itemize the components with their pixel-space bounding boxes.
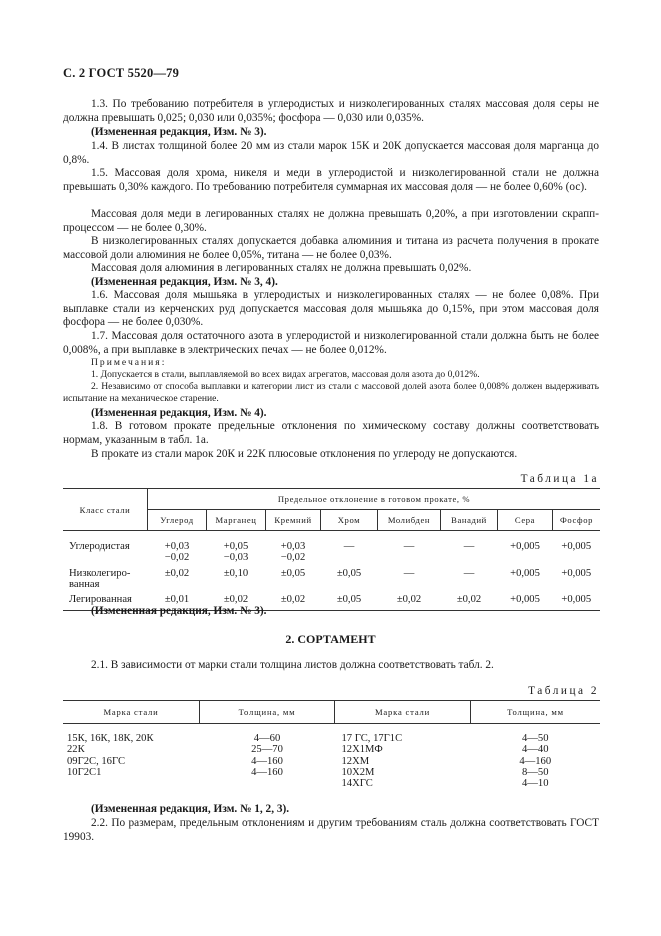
- deviation-cell: ±0,02: [378, 590, 441, 611]
- cell-line: 4—50: [522, 733, 549, 744]
- paragraph-1-5: 1.5. Массовая доля хрома, никеля и меди в углеродистой и низколегированной стали не должна превышать 0,30% каждого. По требованию потребителя суммарная их массовая доля — не более 0,60% (ос).: [63, 167, 599, 193]
- deviation-cell: ±0,05: [321, 590, 378, 611]
- deviation-cell: +0,005: [510, 567, 540, 579]
- cell-line: 12ХМ: [341, 755, 370, 767]
- cell-line: 09Г2С, 16ГС: [67, 755, 126, 767]
- cell-line: 4—10: [522, 778, 549, 790]
- table-cell: [200, 724, 335, 790]
- deviation-cell: —: [463, 567, 475, 579]
- note-2: 2. Независимо от способа выплавки и категории лист из стали с массовой долей азота более 0,008% должен выдерживать испытание на механическое старение.: [63, 381, 599, 404]
- deviation-cell: ±0,05: [280, 567, 306, 579]
- column-header: Фосфор: [553, 510, 601, 531]
- deviation-cell: ±0,02: [207, 590, 266, 611]
- paragraph-1-5-aluminium: В низколегированных сталях допускается добавка алюминия и титана из расчета получения в прокате массовой доли алюминия не более 0,05%, титана — не более 0,03%.: [63, 235, 599, 261]
- class-header: Класс стали: [63, 489, 148, 531]
- steel-class-cell: Углеродистая: [69, 541, 130, 552]
- deviation-cell: +0,005: [510, 541, 540, 552]
- column-header: Углерод: [148, 510, 207, 531]
- deviation-cell: —: [343, 541, 355, 552]
- table-1a: [63, 488, 600, 611]
- cell-line: 4—160: [519, 755, 552, 767]
- deviation-cell: ±0,05: [336, 567, 362, 579]
- steel-class-cell: Легированная: [63, 590, 148, 611]
- paragraph-1-4: 1.4. В листах толщиной более 20 мм из стали марок 15К и 20К допускается массовая доля марганца до 0,8%.: [63, 140, 599, 166]
- cell-line: 10Х2М: [341, 766, 375, 778]
- column-header: Ванадий: [441, 510, 498, 531]
- deviation-cell: ±0,10: [223, 567, 249, 579]
- page-header: С. 2 ГОСТ 5520—79: [63, 66, 180, 80]
- table-cell: [63, 724, 200, 790]
- cell-line: 4—160: [251, 766, 283, 778]
- cell-line: 4—160: [251, 755, 283, 767]
- note-1: 1. Допускается в стали, выплавляемой во всех видах агрегатов, массовая доля азота до 0,012%.: [91, 369, 480, 380]
- cell-line: 4—60: [253, 733, 281, 744]
- column-header: Толщина, мм: [471, 701, 601, 724]
- column-header: Марганец: [207, 510, 266, 531]
- cell-line: 14ХГС: [341, 778, 373, 790]
- column-header: Толщина, мм: [200, 701, 335, 724]
- table-row: [63, 564, 600, 591]
- column-header: Кремний: [266, 510, 321, 531]
- table-cell: [335, 724, 471, 790]
- deviation-cell: —: [403, 541, 415, 552]
- edition-note: (Измененная редакция, Изм. № 3).: [91, 126, 267, 138]
- table-2: [63, 700, 600, 789]
- table-cell: [471, 724, 601, 790]
- paragraph-1-6: 1.6. Массовая доля мышьяка в углеродистых и низколегированных сталях — не более 0,08%. При выплавке стали из керченских руд допускается массовая доля мышьяка до 0,15%, при этом массовая доля фосфора — не более 0,030%.: [63, 289, 599, 329]
- paragraph-1-5-copper: Массовая доля меди в легированных сталях не должна превышать 0,20%, а при изготовлении скрапп-процессом — не более 0,30%.: [63, 208, 599, 234]
- column-header: Молибден: [378, 510, 441, 531]
- cell-line: 8—50: [522, 766, 549, 778]
- edition-note: (Измененная редакция, Изм. № 4).: [91, 407, 267, 419]
- column-header: Хром: [321, 510, 378, 531]
- group-header: Предельное отклонение в готовом прокате, %: [148, 489, 601, 510]
- edition-note: (Измененная редакция, Изм. № 3, 4).: [91, 276, 278, 288]
- cell-line: 12Х1МФ: [341, 744, 383, 756]
- column-header: Марка стали: [335, 701, 471, 724]
- cell-line: 17 ГС, 17Г1С: [341, 733, 403, 744]
- column-header: Сера: [498, 510, 553, 531]
- deviation-cell: ±0,02: [441, 590, 498, 611]
- paragraph-1-7: 1.7. Массовая доля остаточного азота в углеродистой и низколегированной стали должна быть не более 0,008%, а при выплавке в электрических печах — не более 0,012%.: [63, 330, 599, 356]
- deviation-cell: ±0,02: [164, 567, 190, 579]
- section-title: 2. СОРТАМЕНТ: [285, 632, 376, 646]
- cell-line: 25—70: [251, 744, 283, 756]
- deviation-cell: +0,03 −0,02: [164, 541, 190, 564]
- deviation-cell: +0,005: [561, 541, 592, 552]
- cell-line: 4—40: [522, 744, 549, 756]
- paragraph-2-2: 2.2. По размерам, предельным отклонениям и другим требованиям сталь должна соответствовать ГОСТ 19903.: [63, 817, 599, 843]
- notes-title: Примечания:: [91, 357, 167, 368]
- paragraph-1-5-alloyed: Массовая доля алюминия в легированных сталях не должна превышать 0,02%.: [91, 262, 472, 274]
- deviation-cell: +0,005: [498, 590, 553, 611]
- table-2-caption: Таблица 2: [528, 685, 599, 697]
- deviation-cell: +0,005: [553, 590, 601, 611]
- cell-line: 22К: [67, 744, 85, 756]
- edition-note: (Измененная редакция, Изм. № 3).: [91, 605, 267, 617]
- cell-line: 15К, 16К, 18К, 20К: [67, 733, 154, 744]
- deviation-cell: +0,005: [561, 567, 592, 579]
- cell-line: 10Г2С1: [67, 766, 102, 778]
- table-row: [63, 531, 600, 564]
- deviation-cell: —: [463, 541, 475, 552]
- steel-class-cell: Низколегиро- ванная: [69, 567, 131, 590]
- deviation-cell: +0,03 −0,02: [280, 541, 306, 564]
- table-1a-caption: Таблица 1а: [520, 473, 599, 485]
- edition-note: (Измененная редакция, Изм. № 1, 2, 3).: [91, 803, 290, 815]
- deviation-cell: ±0,02: [266, 590, 321, 611]
- paragraph-1-8-carbon: В прокате из стали марок 20К и 22К плюсовые отклонения по углероду не допускаются.: [91, 448, 518, 460]
- deviation-cell: —: [403, 567, 415, 579]
- paragraph-2-1: 2.1. В зависимости от марки стали толщина листов должна соответствовать табл. 2.: [91, 659, 494, 671]
- deviation-cell: ±0,01: [148, 590, 207, 611]
- column-header: Марка стали: [63, 701, 200, 724]
- paragraph-1-3: 1.3. По требованию потребителя в углеродистых и низколегированных сталях массовая доля серы не должна превышать 0,025; 0,030 или 0,035%; фосфора — 0,030 или 0,035%.: [63, 98, 599, 124]
- paragraph-1-8: 1.8. В готовом прокате предельные отклонения по химическому составу должны соответствовать нормам, указанным в табл. 1а.: [63, 420, 599, 446]
- deviation-cell: +0,05 −0,03: [223, 541, 249, 564]
